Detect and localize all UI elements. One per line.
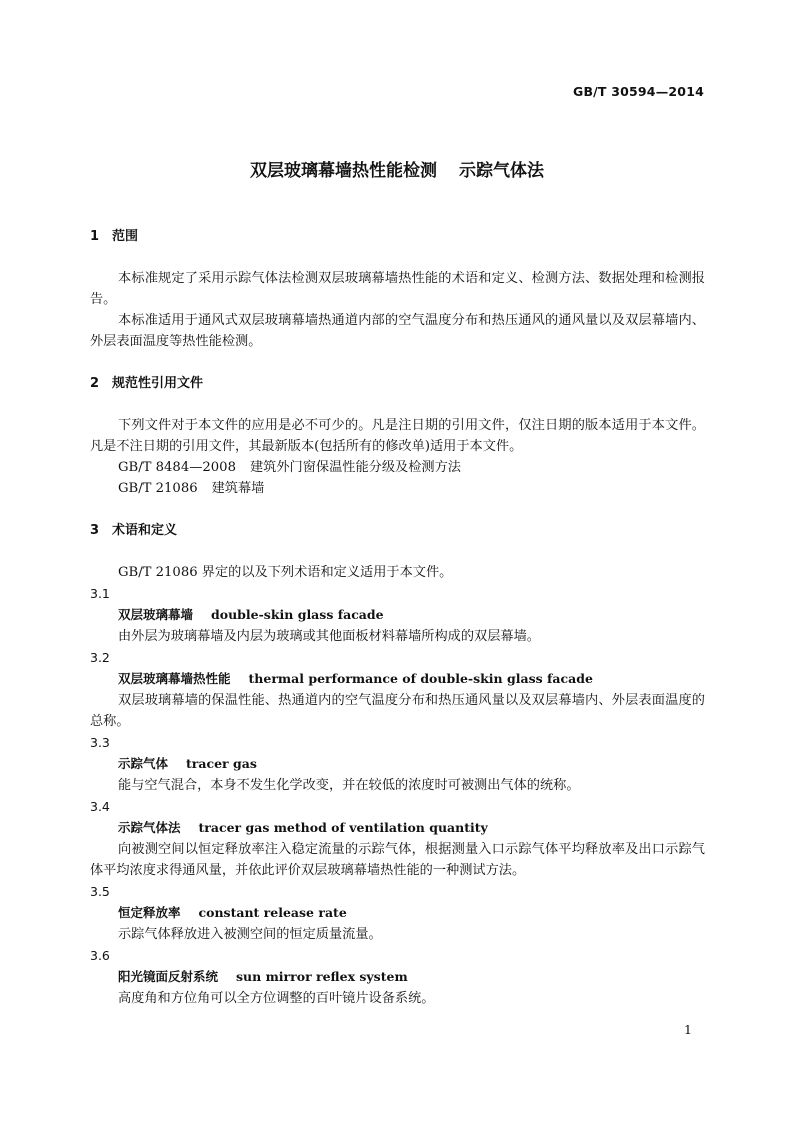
title-method: 示踪气体法 (459, 161, 544, 181)
term-zh: 示踪气体 (118, 756, 169, 771)
term-heading (90, 902, 705, 924)
section-number: 3 (90, 523, 100, 538)
term-heading (90, 604, 705, 626)
term-number: 3.1 (90, 586, 110, 601)
term-entry (90, 796, 705, 881)
term-en: tracer gas method of ventilation quantity (198, 820, 488, 835)
term-definition: 向被测空间以恒定释放率注入稳定流量的示踪气体，根据测量入口示踪气体平均释放率及出口示踪气体平均浓度求得通风量，并依此评价双层玻璃幕墙热性能的一种测试方法。 (90, 842, 705, 878)
section-title: 术语和定义 (112, 523, 178, 538)
term-definition: 高度角和方位角可以全方位调整的百叶镜片设备系统。 (118, 991, 435, 1006)
reference-code: GB/T 8484—2008 (118, 460, 236, 475)
term-number: 3.3 (90, 735, 110, 750)
term-entry (90, 583, 705, 647)
term-zh: 双层玻璃幕墙 (118, 607, 194, 622)
term-en: tracer gas (186, 756, 257, 771)
paragraph: 本标准适用于通风式双层玻璃幕墙热通道内部的空气温度分布和热压通风的通风量以及双层幕墙内、外层表面温度等热性能检测。 (90, 313, 705, 349)
standard-code: GB/T 30594—2014 (572, 84, 704, 99)
reference-code: GB/T 21086 (118, 481, 198, 496)
section-title: 范围 (112, 229, 139, 244)
term-definition: 由外层为玻璃幕墙及内层为玻璃或其他面板材料幕墙所构成的双层幕墙。 (118, 629, 540, 644)
term-en: constant release rate (198, 905, 347, 920)
term-number: 3.2 (90, 650, 110, 665)
term-number: 3.6 (90, 948, 110, 963)
section-number: 1 (90, 229, 100, 244)
section-heading-normative-references (90, 373, 705, 394)
reference-item (90, 478, 705, 499)
document-body (90, 226, 705, 1009)
reference-title: 建筑外门窗保温性能分级及检测方法 (249, 460, 461, 475)
term-heading (90, 668, 705, 690)
document-title (0, 156, 794, 181)
term-definition: 能与空气混合，本身不发生化学改变，并在较低的浓度时可被测出气体的统称。 (118, 778, 580, 793)
section-number: 2 (90, 376, 100, 391)
term-definition: 双层玻璃幕墙的保温性能、热通道内的空气温度分布和热压通风量以及双层幕墙内、外层表面温度的总称。 (90, 693, 705, 729)
term-heading (90, 966, 705, 988)
term-entry (90, 732, 705, 796)
page-number: 1 (684, 1022, 692, 1037)
reference-title: 建筑幕墙 (211, 481, 265, 496)
paragraph: 本标准规定了采用示踪气体法检测双层玻璃幕墙热性能的术语和定义、检测方法、数据处理和检测报告。 (90, 271, 705, 307)
term-entry (90, 945, 705, 1009)
paragraph: 下列文件对于本文件的应用是必不可少的。凡是注日期的引用文件，仅注日期的版本适用于本文件。凡是不注日期的引用文件，其最新版本(包括所有的修改单)适用于本文件。 (90, 418, 705, 454)
paragraph: GB/T 21086 界定的以及下列术语和定义适用于本文件。 (118, 565, 453, 580)
term-number: 3.5 (90, 884, 110, 899)
section-heading-terms-definitions (90, 520, 705, 541)
term-entry (90, 881, 705, 945)
term-zh: 示踪气体法 (118, 820, 181, 835)
section-heading-scope (90, 226, 705, 247)
term-heading (90, 753, 705, 775)
title-main: 双层玻璃幕墙热性能检测 (250, 161, 437, 181)
term-number: 3.4 (90, 799, 110, 814)
term-en: thermal performance of double-skin glass facade (248, 671, 593, 686)
term-zh: 阳光镜面反射系统 (118, 969, 219, 984)
term-entry (90, 647, 705, 732)
term-en: sun mirror reflex system (236, 969, 408, 984)
term-en: double-skin glass facade (211, 607, 384, 622)
term-zh: 恒定释放率 (118, 905, 181, 920)
term-definition: 示踪气体释放进入被测空间的恒定质量流量。 (118, 927, 382, 942)
term-zh: 双层玻璃幕墙热性能 (118, 671, 231, 686)
reference-item (90, 457, 705, 478)
term-heading (90, 817, 705, 839)
section-title: 规范性引用文件 (112, 376, 204, 391)
